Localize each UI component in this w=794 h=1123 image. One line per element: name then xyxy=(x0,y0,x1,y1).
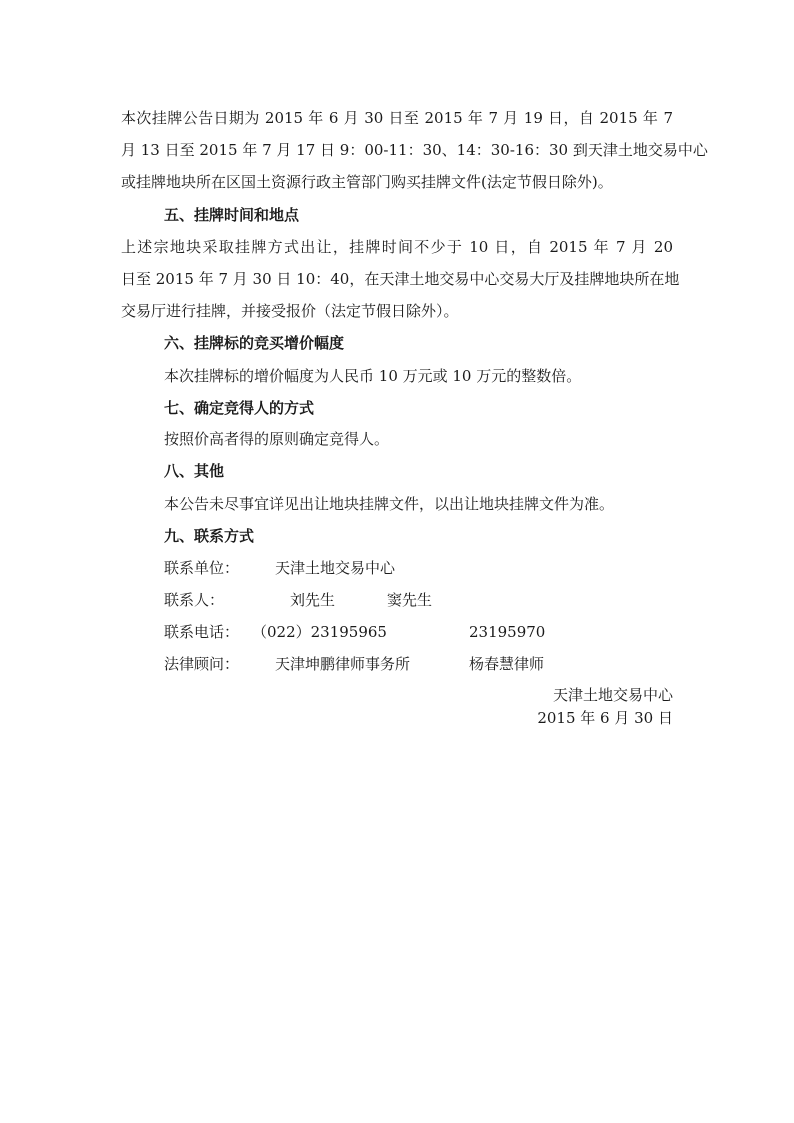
signature-org: 天津土地交易中心 xyxy=(552,686,673,704)
section-5-line-3: 交易厅进行挂牌，并接受报价（法定节假日除外）。 xyxy=(121,302,459,320)
contact-phone-2: 23195970 xyxy=(469,623,546,641)
contact-person-1: 刘先生 xyxy=(290,591,336,609)
contact-phone-label: 联系电话： xyxy=(164,623,240,641)
notice-date-line-2: 月 13 日至 2015 年 7 月 17 日 9：00-11：30、14：30-16：30 到天津土地交易中心 xyxy=(121,141,708,159)
contact-unit-label: 联系单位： xyxy=(164,559,240,577)
section-9-heading: 九、联系方式 xyxy=(164,527,255,545)
contact-phone-1: （022）23195965 xyxy=(252,623,387,641)
section-5-line-1: 上述宗地块采取挂牌方式出让，挂牌时间不少于 10 日，自 2015 年 7 月 20 xyxy=(121,238,673,256)
signature-date: 2015 年 6 月 30 日 xyxy=(537,709,673,727)
legal-advisor-lawyer: 杨春慧律师 xyxy=(469,655,545,673)
section-6-heading: 六、挂牌标的竞买增价幅度 xyxy=(164,334,345,352)
notice-date-line-3: 或挂牌地块所在区国土资源行政主管部门购买挂牌文件(法定节假日除外)。 xyxy=(121,173,613,191)
section-7-text: 按照价高者得的原则确定竞得人。 xyxy=(164,430,390,448)
section-8-text: 本公告未尽事宜详见出让地块挂牌文件，以出让地块挂牌文件为准。 xyxy=(164,495,615,513)
contact-person-label: 联系人： xyxy=(164,591,225,609)
section-6-text: 本次挂牌标的增价幅度为人民币 10 万元或 10 万元的整数倍。 xyxy=(164,367,582,385)
contact-unit-value: 天津土地交易中心 xyxy=(275,559,396,577)
contact-person-2: 窦先生 xyxy=(387,591,433,609)
section-5-heading: 五、挂牌时间和地点 xyxy=(164,206,300,224)
section-8-heading: 八、其他 xyxy=(164,462,225,480)
section-5-line-2: 日至 2015 年 7 月 30 日 10：40，在天津土地交易中心交易大厅及挂牌地块所在地 xyxy=(121,270,680,288)
legal-advisor-label: 法律顾问： xyxy=(164,655,240,673)
section-7-heading: 七、确定竞得人的方式 xyxy=(164,399,315,417)
legal-advisor-firm: 天津坤鹏律师事务所 xyxy=(275,655,411,673)
notice-date-line-1: 本次挂牌公告日期为 2015 年 6 月 30 日至 2015 年 7 月 19 日，自 2015 年 7 xyxy=(121,109,673,127)
